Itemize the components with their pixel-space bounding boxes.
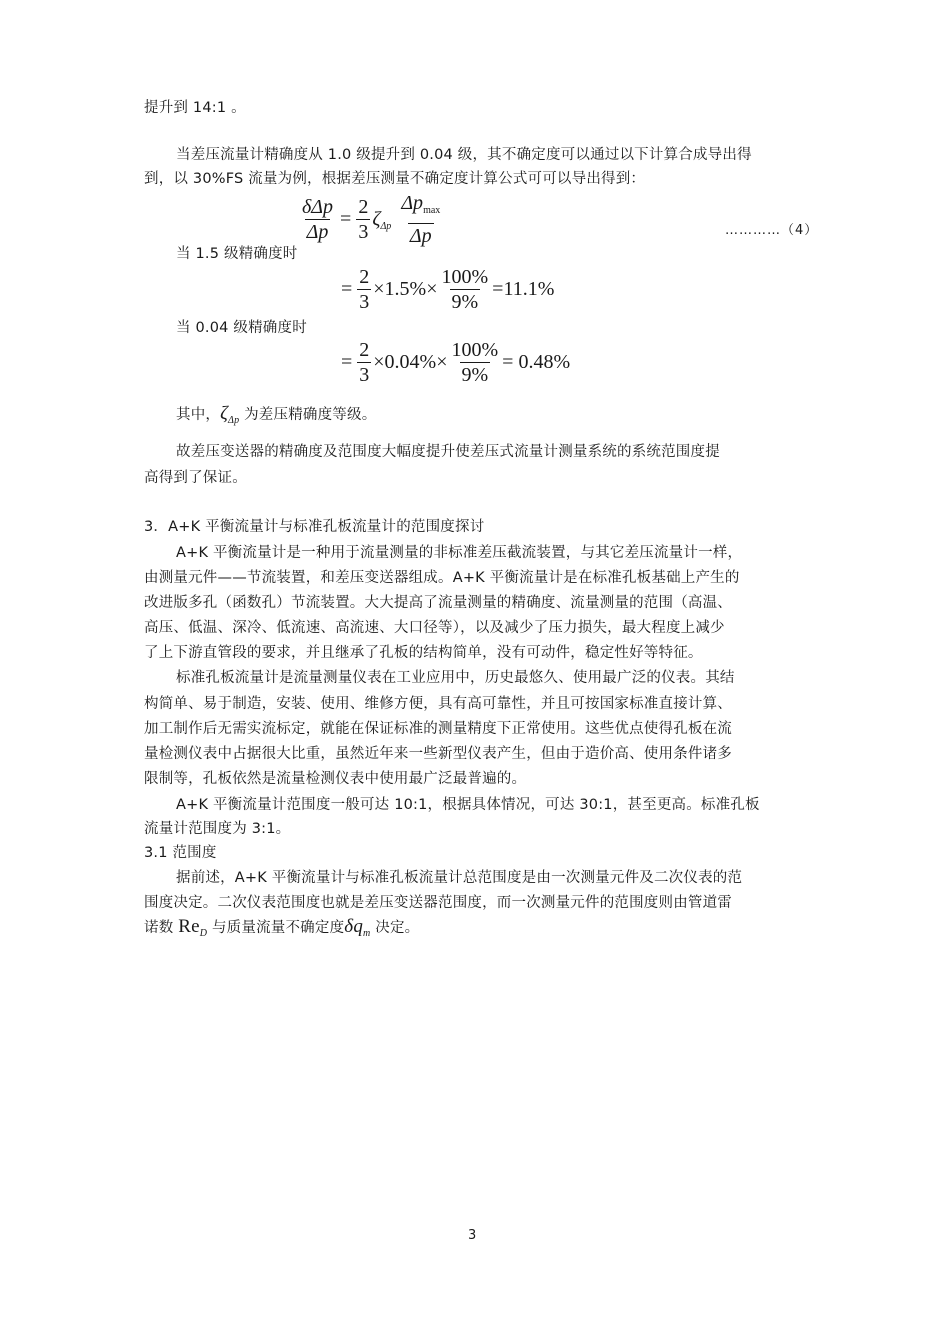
equation-4 (298, 192, 444, 247)
numerator: δΔp (302, 196, 334, 218)
zeta-subscript: Δp (228, 415, 240, 426)
text-line: A+K 平衡流量计范围度一般可达 10:1，根据具体情况，可达 30:1，甚至更高。标准孔板 (176, 797, 760, 813)
text-line (176, 404, 376, 431)
equals-sign: = (341, 278, 353, 300)
delta-p: Δp (401, 192, 424, 214)
mass-flow-uncertainty-symbol (344, 916, 370, 937)
numerator: 2 (358, 196, 369, 218)
calc-0-04-formula (338, 339, 570, 386)
re-subscript: D (199, 928, 208, 939)
denominator: 3 (358, 221, 369, 243)
text-line: 到，以 30%FS 流量为例，根据差压测量不确定度计算公式可可以导出得到： (144, 171, 646, 187)
re-char: Re (178, 916, 200, 937)
denominator: 9% (451, 291, 479, 313)
text-line: 围度决定。二次仪表范围度也就是差压变送器范围度，而一次测量元件的范围度则由管道雷 (144, 895, 732, 911)
text-line: 高压、低温、深冷、低流速、高流速、大口径等），以及减少了压力损失，最大程度上减少 (144, 620, 725, 636)
text-segment: 与质量流量不确定度 (211, 920, 345, 936)
text-line (144, 917, 419, 944)
zeta-inline (220, 403, 239, 424)
numerator: 100% (451, 339, 499, 361)
dq-subscript: m (363, 928, 371, 939)
multiplier-text: ×1.5%× (373, 278, 438, 300)
text-line: 由测量元件——节流装置，和差压变送器组成。A+K 平衡流量计是在标准孔板基础上产生的 (144, 570, 740, 586)
max-subscript: max (423, 205, 441, 216)
equals-sign: = (341, 351, 353, 373)
numerator: 2 (359, 266, 370, 288)
denominator: Δp (409, 225, 432, 247)
text-segment: 其中， (176, 407, 221, 423)
zeta-char: ζ (372, 207, 381, 230)
reynolds-number-symbol (178, 916, 207, 937)
zeta-subscript: Δp (380, 220, 392, 232)
text-line: 当 0.04 级精确度时 (176, 320, 307, 336)
fraction-coef (356, 196, 370, 243)
text-segment: 诺数 (144, 920, 174, 936)
text-line: 构简单、易于制造，安装、使用、维修方便，具有高可靠性，并且可按国家标准直接计算、 (144, 696, 732, 712)
equation-number: …………（4） (725, 223, 819, 238)
text-line: 故差压变送器的精确度及范围度大幅度提升使差压式流量计测量系统的系统范围度提 (176, 444, 720, 460)
text-line: A+K 平衡流量计是一种用于流量测量的非标准差压截流装置，与其它差压流量计一样， (176, 545, 743, 561)
fraction-percent (440, 266, 491, 313)
text-line: 限制等，孔板依然是流量检测仪表中使用最广泛最普遍的。 (144, 771, 527, 787)
denominator: 9% (461, 364, 489, 386)
zeta-char: ζ (220, 403, 229, 424)
section-heading: 3．A+K 平衡流量计与标准孔板流量计的范围度探讨 (144, 519, 485, 535)
denominator: 3 (359, 291, 370, 313)
text-line: 据前述，A+K 平衡流量计与标准孔板流量计总范围度是由一次测量元件及二次仪表的范 (176, 870, 743, 886)
equals-sign: = (340, 208, 352, 230)
numerator (399, 192, 442, 223)
zeta-symbol (372, 208, 391, 232)
text-line: 标准孔板流量计是流量测量仪表在工业应用中，历史最悠久、使用最广泛的仪表。其结 (176, 670, 735, 686)
fraction-rhs (399, 192, 442, 247)
result-value: = 0.48% (502, 351, 571, 373)
multiplier-text: ×0.04%× (373, 351, 448, 373)
denominator: Δp (306, 221, 329, 243)
fraction-coef (357, 339, 371, 386)
numerator: 2 (359, 339, 370, 361)
text-line: 高得到了保证。 (144, 470, 247, 486)
subsection-heading: 3.1 范围度 (144, 845, 217, 861)
text-line: 流量计范围度为 3:1。 (144, 821, 291, 837)
calc-1-5-formula (338, 266, 554, 313)
dq-char: δq (344, 916, 364, 937)
text-line: 量检测仪表中占据很大比重，虽然近年来一些新型仪表产生，但由于造价高、使用条件诸多 (144, 746, 732, 762)
text-line: 当 1.5 级精确度时 (176, 246, 298, 262)
numerator: 100% (441, 266, 489, 288)
denominator: 3 (359, 364, 370, 386)
text-line: 改进版多孔（函数孔）节流装置。大大提高了流量测量的精确度、流量测量的范围（高温、 (144, 595, 732, 611)
text-segment: 为差压精确度等级。 (244, 407, 377, 423)
text-line: 当差压流量计精确度从 1.0 级提升到 0.04 级，其不确定度可以通过以下计算合成导出得 (176, 147, 752, 163)
result-value: =11.1% (492, 278, 555, 300)
text-line: 加工制作后无需实流标定，就能在保证标准的测量精度下正常使用。这些优点使得孔板在流 (144, 721, 732, 737)
fraction-percent (450, 339, 501, 386)
fraction-lhs (300, 196, 335, 243)
page-number: 3 (468, 1228, 477, 1243)
fraction-coef (357, 266, 371, 313)
text-line: 了上下游直管段的要求，并且继承了孔板的结构简单，没有可动件，稳定性好等特征。 (144, 645, 703, 661)
text-line: 提升到 14:1 。 (144, 100, 246, 116)
text-segment: 决定。 (375, 920, 420, 936)
